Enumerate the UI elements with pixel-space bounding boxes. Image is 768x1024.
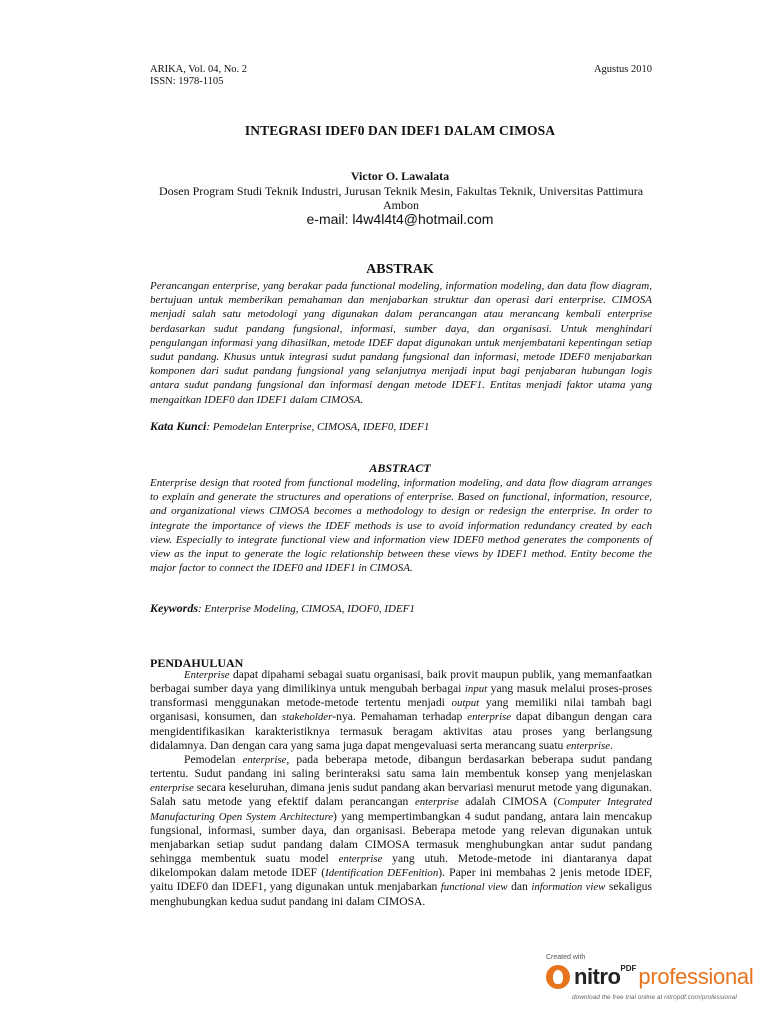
text-run: secara keseluruhan, dimana jenis sudut pandang akan bervariasi menurut metode yang digunakan. Salah satu metode yang efektif dalam perancangan xyxy=(150,781,652,809)
paragraph-2 xyxy=(150,753,652,909)
italic-term: enterprise xyxy=(414,796,459,809)
keywords-label: Keywords xyxy=(150,601,198,615)
italic-term: enterprise xyxy=(566,739,611,752)
paper-title: INTEGRASI IDEF0 DAN IDEF1 DALAM CIMOSA xyxy=(244,123,556,138)
italic-term: enterprise xyxy=(467,711,512,724)
italic-term: enterprise xyxy=(242,753,287,766)
abstrak-text: Perancangan enterprise, yang berakar pada functional modeling, information modeling, dan data flow diagram, bertujuan untuk memberikan pemahaman dan menjabarkan struktur dan operasi dari enterprise. CIMOSA menjadi salah satu metodologi yang digunakan dalam perancangan atau merancang kembali enterprise berdasarkan sudut pandang fungsional, informasi, sumber daya, dan organisasi. Untuk menghindari pengulangan informasi yang dihasilkan, metode IDEF dapat digunakan untuk menjembatani kepentingan setiap sudut pandang. Khusus untuk integrasi sudut pandang fungsional dan informasi, metode IDEF0 menjabarkan komponen dari sudut pandang fungsional yang selanjutnya menjadi input bagi penjabaran hubungan logis antara sudut pandang fungsional dan informasi dengan metode IDEF1. Entitas menjadi faktor utama yang mengaitkan IDEF0 dan IDEF1 dalam CIMOSA. xyxy=(150,280,652,406)
text-run: ). Paper ini membahas 2 jenis metode IDEF, yaitu IDEF0 dan IDEF1, yang digunakan untuk menjabarkan xyxy=(150,866,652,894)
paragraph-1 xyxy=(150,668,652,753)
abstrak-heading: ABSTRAK xyxy=(366,262,434,277)
text-run: dapat dipahami sebagai suatu organisasi, baik provit maupun publik, yang memanfaatkan berbagai sumber daya yang dimilikinya untuk mengubah berbagai xyxy=(150,668,652,696)
italic-term: Computer Integrated Manufacturing Open System Architecture xyxy=(150,796,652,823)
text-run: adalah CIMOSA ( xyxy=(458,795,558,809)
text-run: ) yang mempertimbangkan 4 sudut pandang, antara lain mencakup fungsional, informasi, sumber daya, dan organisasi. Beberapa metode yang relevan digunakan untuk menjabarkan setiap sudut pandang dalam CIMOSA termasuk menghubungkan antar sudut pandang sehingga membentuk suatu model xyxy=(150,809,652,866)
italic-term: information view xyxy=(531,881,606,894)
nitro-logo xyxy=(546,964,753,990)
author-name: Victor O. Lawalata xyxy=(350,169,450,183)
author-email[interactable]: e-mail: l4w4l4t4@hotmail.com xyxy=(306,211,494,227)
issue-date: Agustus 2010 xyxy=(593,64,652,75)
watermark-created-with: Created with xyxy=(546,954,586,961)
text-run: yang memiliki nilai tambah bagi organisasi, konsumen, dan xyxy=(150,696,652,724)
author-affiliation: Dosen Program Studi Teknik Industri, Jurusan Teknik Mesin, Fakultas Teknik, Universitas Pattimura Ambon xyxy=(158,184,644,212)
italic-term: stakeholder xyxy=(281,711,333,724)
nitro-watermark xyxy=(546,954,762,1010)
nitro-brand: nitro xyxy=(574,964,621,989)
text-run: -nya. Pemahaman terhadap xyxy=(332,710,468,724)
text-run: , pada beberapa metode, dibangun berdasarkan beberapa sudut pandang tertentu. Sudut pandang ini saling berinteraksi satu sama lain membentuk konsep yang menjelaskan xyxy=(150,752,652,781)
italic-term: enterprise xyxy=(150,782,194,795)
watermark-footer: download the free trial online at nitropdf.com/professional xyxy=(572,994,737,1001)
text-run: sekaligus menghubungkan kedua sudut pandang ini dalam CIMOSA. xyxy=(150,880,652,908)
section-body xyxy=(150,668,652,909)
italic-term: input xyxy=(464,683,488,696)
abstract-text: Enterprise design that rooted from functional modeling, information modeling, and data flow diagram arranges to explain and generate the structures and operations of enterprise. Based on functional, information, resource, and organizational views CIMOSA becomes a methodology to design or redesign the enterprise. In order to integrate the importance of views the IDEF methods is use to avoid information redundancy created by each view. Especially to integrate functional view and information view IDEF0 method generates the components of view as the input to generate the logic relationship between these views by IDEF1 method. Entity become the major factor to connect the IDEF0 and IDEF1 in CIMOSA. xyxy=(150,477,652,575)
italic-term: Enterprise xyxy=(184,669,230,681)
nitro-pdf: PDF xyxy=(620,963,637,973)
text-run: yang masuk melalui proses-proses transformasi menggunakan metode-metode tertentu menjadi xyxy=(150,682,652,710)
issn: ISSN: 1978-1105 xyxy=(150,76,224,87)
kata-kunci xyxy=(150,419,429,434)
kata-kunci-label: Kata Kunci xyxy=(150,419,207,433)
nitro-flame-icon xyxy=(546,965,570,989)
nitro-product: professional xyxy=(638,964,754,989)
italic-term: functional view xyxy=(440,881,508,894)
italic-term: enterprise xyxy=(338,853,383,866)
journal-header xyxy=(150,64,247,88)
italic-term: Identification DEFenition xyxy=(325,867,439,880)
kata-kunci-text: : Pemodelan Enterprise, CIMOSA, IDEF0, IDEF1 xyxy=(206,421,430,433)
text-run: dan xyxy=(507,880,532,894)
keywords-text: : Enterprise Modeling, CIMOSA, IDOF0, IDEF1 xyxy=(198,603,415,615)
text-run: dapat dibangun dengan cara mengidentifikasikan karakteristiknya termasuk beragam aktivitas atau proses yang berlangsung didalamnya. Dan dengan cara yang sama juga dapat mengevaluasi serta merancang suatu xyxy=(150,710,652,752)
section-heading: PENDAHULUAN xyxy=(150,656,244,670)
journal-citation: ARIKA, Vol. 04, No. 2 xyxy=(150,64,248,75)
text-run: . xyxy=(610,738,613,752)
text-run: yang utuh. Metode-metode ini diantaranya dapat dikelompokan dalam metode IDEF ( xyxy=(150,852,652,880)
italic-term: output xyxy=(451,697,480,710)
text-run: Pemodelan xyxy=(184,752,243,766)
keywords xyxy=(150,601,415,616)
abstract-heading: ABSTRACT xyxy=(369,461,431,475)
